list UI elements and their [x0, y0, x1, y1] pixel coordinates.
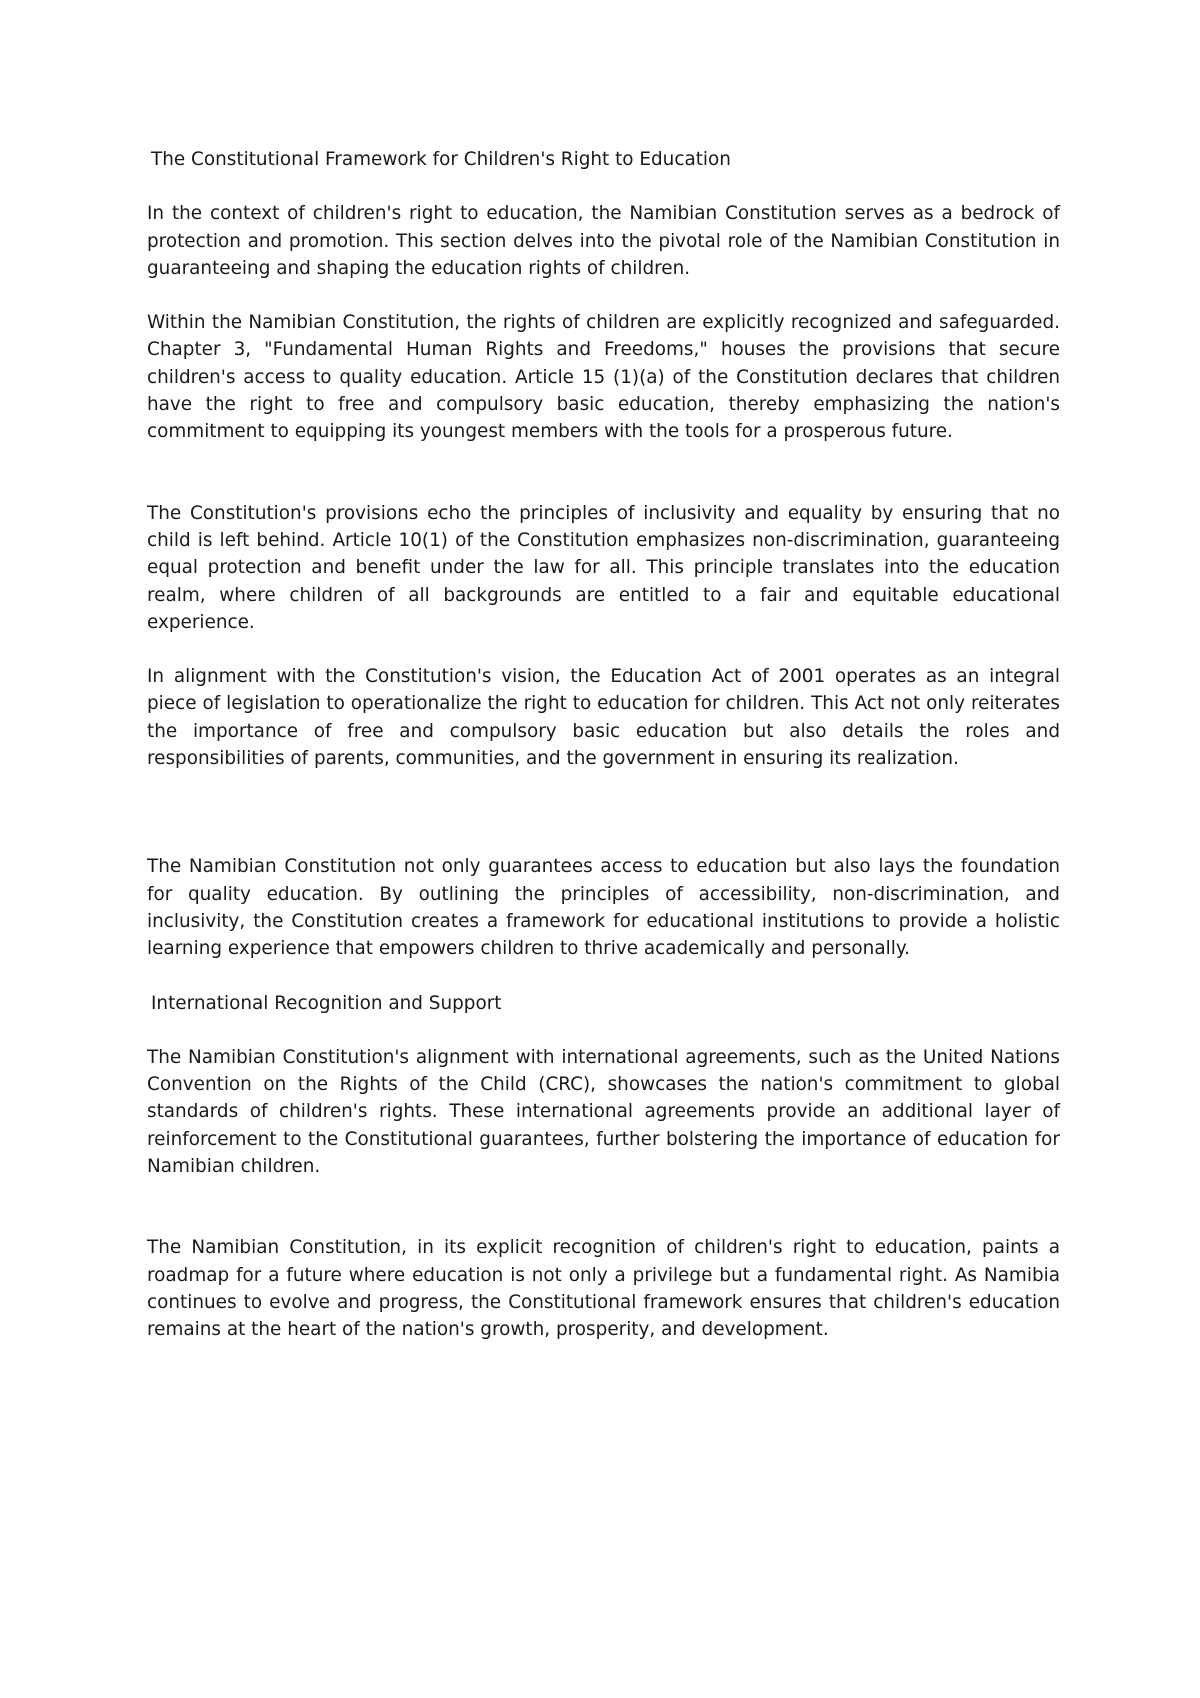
paragraph-conclusion: The Namibian Constitution, in its explicit recognition of children's right to education, paints a roadmap for a future where education is not only a privilege but a fundamental right. As Namibia continues to evolve and progress, the Constitutional framework ensures that children's education remains at the heart of the nation's growth, prosperity, and development.: [147, 1237, 1060, 1341]
paragraph-crc-alignment: The Namibian Constitution's alignment with international agreements, such as the United Nations Convention on the Rights of the Child (CRC), showcases the nation's commitment to global standards of children's rights. These international agreements provide an additional layer of reinforcement to the Constitutional guarantees, further bolstering the importance of education for Namibian children.: [147, 1046, 1060, 1178]
paragraph-inclusivity: The Constitution's provisions echo the principles of inclusivity and equality by ensuring that no child is left behind. Article 10(1) of the Constitution emphasizes non-discrimination, guaranteeing equal protection and benefit under the law for all. This principle translates into the education realm, where children of all backgrounds are entitled to a fair and equitable educational experience.: [147, 502, 1060, 633]
spacer: [147, 963, 1060, 990]
spacer: [147, 282, 1060, 309]
paragraph-education-act: In alignment with the Constitution's vision, the Education Act of 2001 operates as an integral piece of legislation to operationalize the right to education for children. This Act not only reiterates the importance of free and compulsory basic education but also details the roles and responsibilities of parents, communities, and the government in ensuring its realization.: [147, 666, 1060, 770]
document-body: [147, 146, 1060, 1344]
spacer: [147, 1180, 1060, 1234]
section-heading-international-recognition: International Recognition and Support: [151, 992, 502, 1014]
spacer: [147, 446, 1060, 500]
spacer: [147, 1017, 1060, 1044]
paragraph-quality-education: The Namibian Constitution not only guarantees access to education but also lays the foundation for quality education. By outlining the principles of accessibility, non-discrimination, and inclusivity, the Constitution creates a framework for educational institutions to provide a holistic learning experience that empowers children to thrive academically and personally.: [147, 856, 1060, 960]
paragraph-intro: In the context of children's right to education, the Namibian Constitution serves as a bedrock of protection and promotion. This section delves into the pivotal role of the Namibian Constitution in guaranteeing and shaping the education rights of children.: [147, 203, 1060, 279]
paragraph-chapter-3: Within the Namibian Constitution, the rights of children are explicitly recognized and safeguarded. Chapter 3, "Fundamental Human Rights and Freedoms," houses the provisions that secure children's access to quality education. Article 15 (1)(a) of the Constitution declares that children have the right to free and compulsory basic education, thereby emphasizing the nation's commitment to equipping its youngest members with the tools for a prosperous future.: [147, 312, 1060, 443]
spacer: [147, 636, 1060, 663]
spacer: [147, 772, 1060, 853]
section-heading-constitutional-framework: The Constitutional Framework for Children's Right to Education: [151, 149, 731, 170]
spacer: [147, 173, 1060, 200]
